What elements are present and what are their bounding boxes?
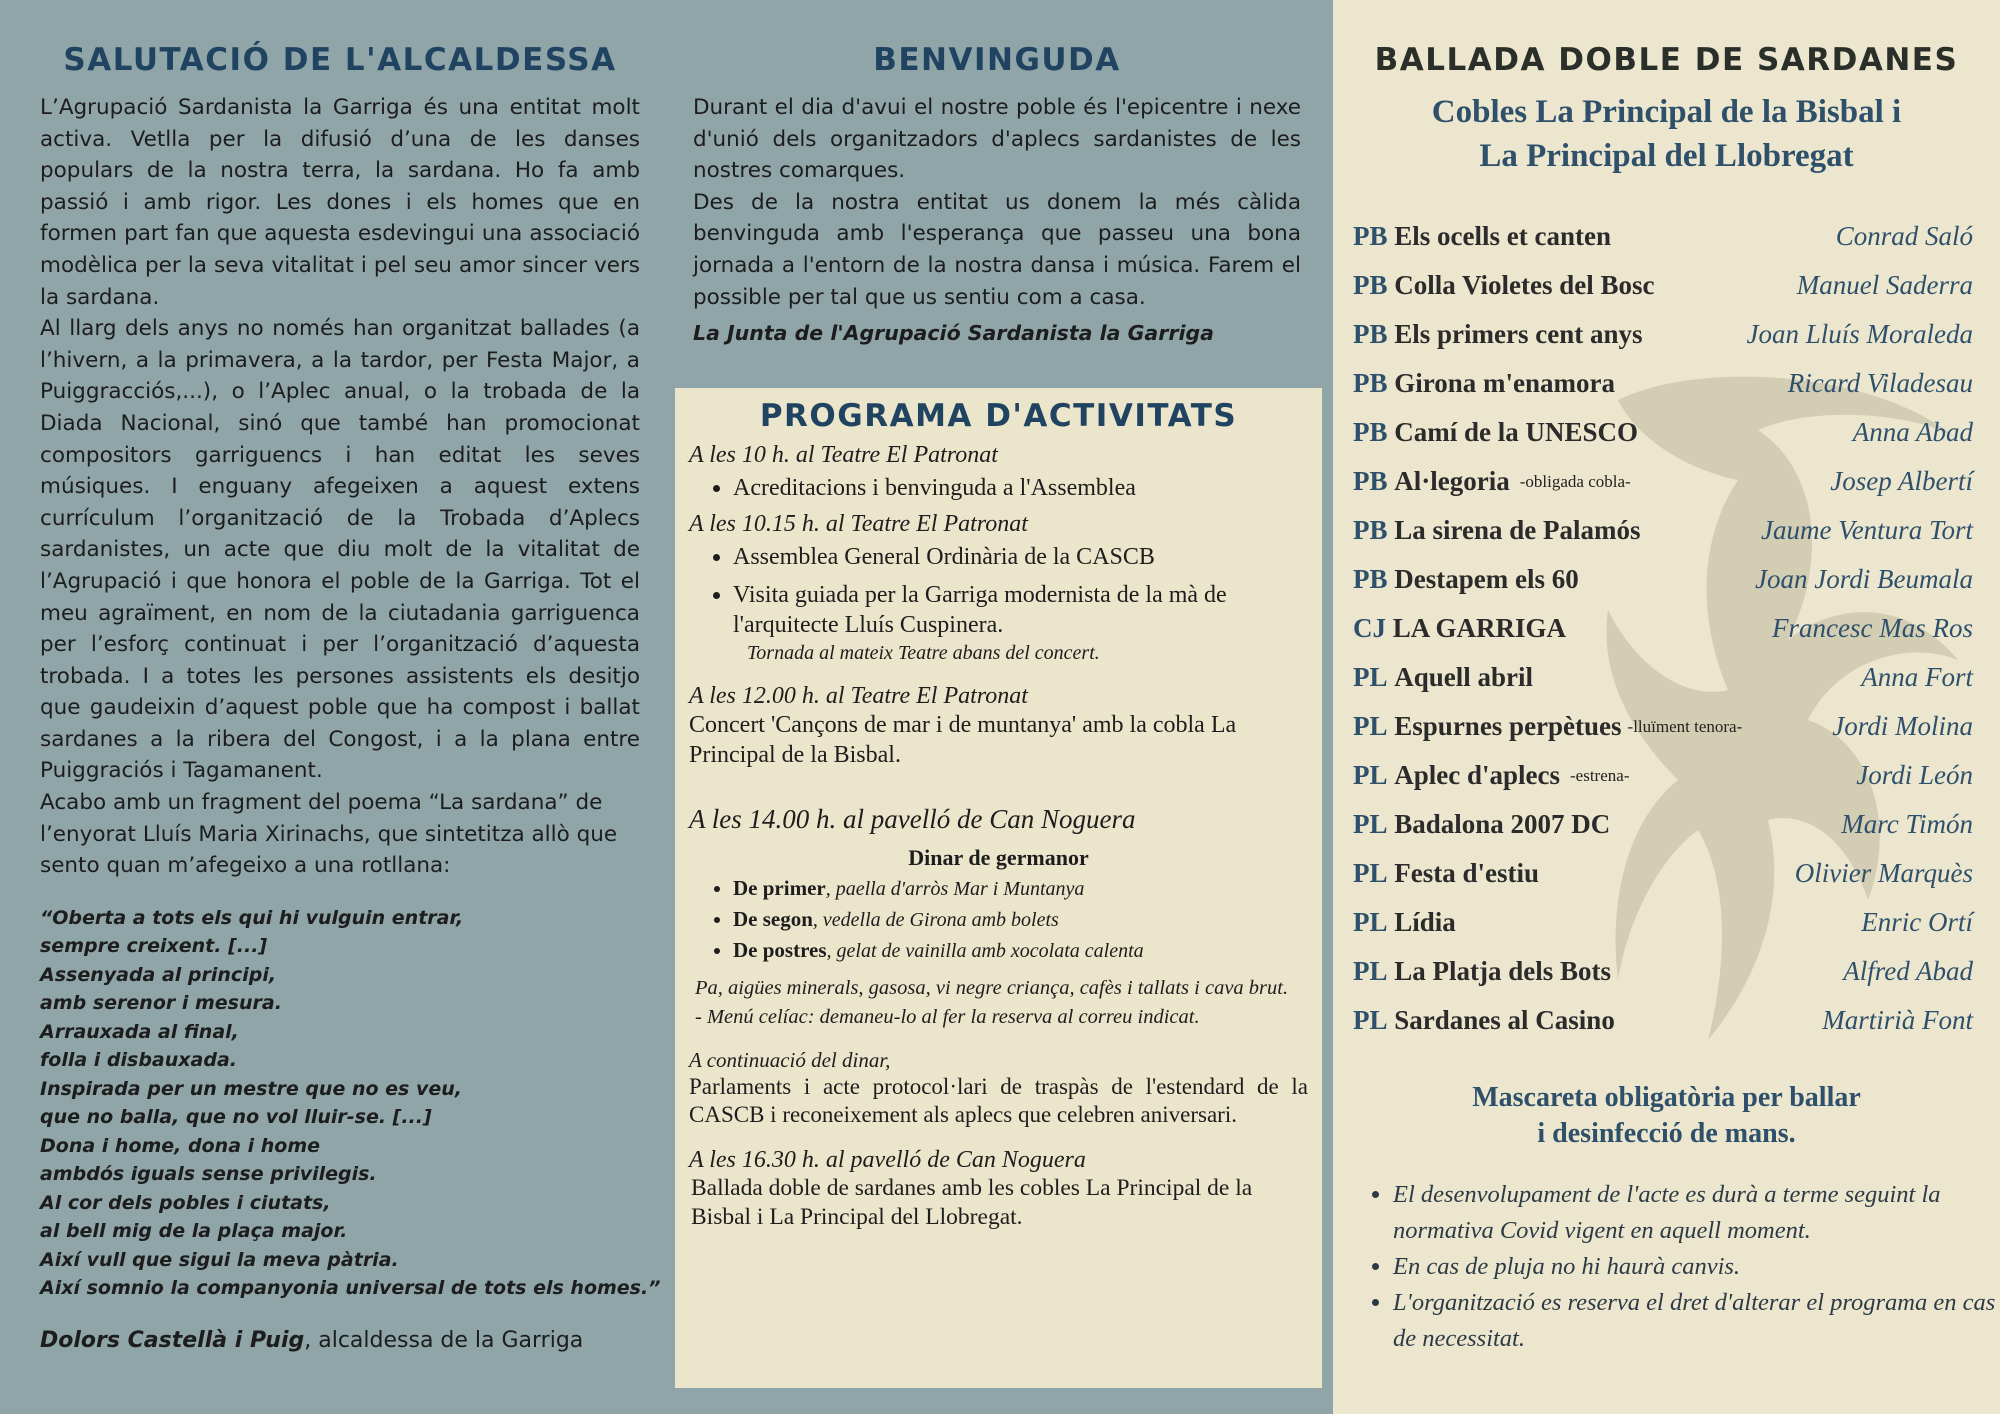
composer: Marc Timón [1841,809,1973,839]
cobla-abbr: PL [1353,956,1388,986]
menu-dish: , vedella de Girona amb bolets [812,909,1059,931]
cobla-abbr: PB [1353,417,1388,447]
benvinguda-section [693,42,1301,345]
poem-line: amb serenor i mesura. [40,992,282,1015]
repertoire-row [1353,809,1973,858]
cobla-abbr: PB [1353,221,1388,251]
repertoire-row [1353,368,1973,417]
poem-line: Assenyada al principi, [40,963,277,986]
composer: Conrad Saló [1835,221,1973,251]
cobla-abbr: PB [1353,515,1388,545]
menu-dish: , paella d'arròs Mar i Muntanya [825,878,1085,900]
activity-item: • Assemblea General Ordinària de la CASCB [733,542,1308,572]
salutacio-paragraph: Acabo amb un fragment del poema “La sardana” de l’enyorat Lluís Maria Xirinachs, que sintetitza allò que sento quan m’afegeixo a una rotllana: [40,790,618,879]
sardana-title: La sirena de Palamós [1394,515,1641,545]
poem-line: “Oberta a tots els qui hi vulguin entrar, [40,906,464,929]
sardana-title: Aplec d'aplecs [1394,760,1561,790]
cobla-abbr: PL [1353,907,1388,937]
activity-list [689,542,1308,640]
cobla-abbr: CJ [1353,613,1386,643]
poem-fragment [40,904,661,1303]
sardana-extra: -obligada cobla- [1519,472,1631,491]
sardana-title: LA GARRIGA [1392,613,1567,643]
mask-line: Mascareta obligatòria per ballar [1472,1082,1861,1113]
programa-title: PROGRAMA D'ACTIVITATS [759,398,1238,434]
sardana-title: Sardanes al Casino [1394,1005,1615,1035]
schedule-time: A les 16.30 h. al pavelló de Can Noguera [689,1147,1086,1173]
repertoire-row [1353,858,1973,907]
composer: Joan Jordi Beumala [1755,564,1973,594]
mayor-signature [40,1328,640,1353]
composer: Francesc Mas Ros [1772,613,1973,643]
schedule-time: A les 12.00 h. al Teatre El Patronat [689,683,1028,709]
composer: Ricard Viladesau [1787,368,1973,398]
cobla-abbr: PL [1353,711,1388,741]
repertoire-row [1353,270,1973,319]
menu-note: Pa, aigües minerals, gasosa, vi negre criança, cafès i tallats i cava brut. [695,977,1289,999]
parlaments-description: Parlaments i acte protocol·lari de traspàs de l'estendard de la CASCB i reconeixement als aplecs que celebren aniversari. [689,1074,1308,1127]
mask-notice [1333,1080,2000,1152]
repertoire-row [1353,564,1973,613]
repertoire-row [1353,956,1973,1005]
cobla-abbr: PL [1353,760,1388,790]
poem-line: ambdós iguals sense privilegis. [40,1163,377,1186]
sardana-title: Colla Violetes del Bosc [1394,270,1655,300]
schedule-time: A les 14.00 h. al pavelló de Can Noguera [689,804,1136,834]
menu-note: - Menú celíac: demaneu-lo al fer la reserva al correu indicat. [695,1006,1200,1028]
activity-note: Tornada al mateix Teatre abans del concert. [747,642,1100,664]
junta-signature: La Junta de l'Agrupació Sardanista la Garriga [693,321,1215,346]
poem-line: Dona i home, dona i home [40,1134,321,1157]
composer: Anna Fort [1861,662,1973,692]
poem-line: Inspirada per un mestre que no es veu, [40,1077,462,1100]
poem-line: Així somnio la companyonia universal de tots els homes.” [40,1277,661,1300]
activity-item: • Acreditacions i benvinguda a l'Assemblea [733,473,1308,503]
cobla-abbr: PL [1353,809,1388,839]
composer: Martirià Font [1822,1005,1973,1035]
note-item: • L'organització es reserva el dret d'alterar el programa en cas de necessitat. [1393,1285,1998,1357]
poem-line: que no balla, que no vol lluir-se. [...] [40,1106,432,1129]
benvinguda-paragraph: Durant el dia d'avui el nostre poble és l'epicentre i nexe d'unió dels organitzadors d'aplecs sardanistes de les nostres comarques. [693,95,1301,184]
composer: Anna Abad [1852,417,1973,447]
ballada-title: BALLADA DOBLE DE SARDANES [1374,42,1959,78]
cobla-abbr: PB [1353,368,1388,398]
composer: Alfred Abad [1843,956,1973,986]
cobla-abbr: PL [1353,858,1388,888]
sardana-title: Camí de la UNESCO [1394,417,1639,447]
repertoire-row [1353,1005,1973,1054]
composer: Josep Albertí [1830,466,1973,496]
sardana-title: Els ocells et canten [1394,221,1611,251]
cobles-line: Cobles La Principal de la Bisbal i [1431,94,1902,130]
composer: Jordi León [1856,760,1973,790]
salutacio-paragraph: L’Agrupació Sardanista la Garriga és una entitat molt activa. Vetlla per la difusió d’una de les danses populars de la nostra terra, la sardana. Ho fa amb passió i amb rigor. Les dones i els homes que en formen part fan que aquesta esdevingui una associació modèlica per la seva vitalitat i pel seu amor sincer vers la sardana. [40,95,640,310]
notes-list [1363,1177,1998,1357]
composer: Enric Ortí [1861,907,1973,937]
repertoire-row [1353,711,1973,760]
sardana-title: Aquell abril [1394,662,1534,692]
poem-line: al bell mig de la plaça major. [40,1220,348,1243]
repertoire-row [1353,515,1973,564]
poem-line: sempre creixent. [...] [40,935,268,958]
sardana-title: La Platja dels Bots [1394,956,1612,986]
salutacio-section [40,42,661,1353]
menu-list [689,873,1308,966]
sardana-title: Girona m'enamora [1394,368,1615,398]
composer: Jaume Ventura Tort [1760,515,1973,545]
poem-line: Arrauxada al final, [40,1020,239,1043]
menu-dish: , gelat de vainilla amb xocolata calenta [826,940,1144,962]
cobla-abbr: PB [1353,564,1388,594]
cobla-abbr: PL [1353,1005,1388,1035]
repertoire-row [1353,760,1973,809]
concert-description: Concert 'Cançons de mar i de muntanya' amb la cobla La Principal de la Bisbal. [689,712,1237,768]
schedule-time: A les 10.15 h. al Teatre El Patronat [689,511,1028,537]
composer: Jordi Molina [1832,711,1973,741]
menu-course: De primer [733,876,826,900]
sardana-title: Espurnes perpètues [1394,711,1622,741]
repertoire-row [1353,221,1973,270]
salutacio-title: SALUTACIÓ DE L'ALCALDESSA [63,42,617,78]
repertoire-list [1353,221,1973,1054]
poem-line: Al cor dels pobles i ciutats, [40,1191,331,1214]
activity-item: • Visita guiada per la Garriga modernista de la mà de l'arquitecte Lluís Cuspinera. [733,580,1308,640]
cobla-abbr: PB [1353,270,1388,300]
poem-line: Així vull que sigui la meva pàtria. [40,1248,399,1271]
sardana-title: Badalona 2007 DC [1394,809,1611,839]
sardana-title: Al·legoria [1394,466,1510,496]
cobla-abbr: PB [1353,466,1388,496]
menu-course: De segon [733,907,813,931]
signature-name: Dolors Castellà i Puig [40,1327,305,1353]
benvinguda-title: BENVINGUDA [873,42,1121,78]
menu-course: De postres [733,938,827,962]
schedule-time: A continuació del dinar, [689,1048,891,1072]
benvinguda-paragraph: Des de la nostra entitat us donem la més càlida benvinguda amb l'esperança que passeu una bona jornada a l'entorn de la nostra dansa i música. Farem el possible per tal que us sentiu com a casa. [693,189,1301,310]
salutacio-paragraph: Al llarg dels anys no només han organitzat ballades (a l’hivern, a la primavera, a la tardor, per Festa Major, a Puiggracciós,...), o l’Aplec anual, o la trobada de la Diada Nacional, sinó que també han promocionat compositors garriguencs i han editat les seves músiques. I enguany afegeixen a aquest extens currículum l’organització de la Trobada d’Aplecs sardanistes, un acte que diu molt de la vitalitat de l’Agrupació i que honora el poble de la Garriga. Tot el meu agraïment, en nom de la ciutadania garriguenca per l’esforç continuat i per l’organització d’aquesta trobada. I a totes les persones assistents els desitjo que gaudeixin d’aquest poble que ha compost i ballat sardanes a la ribera del Congost, i a la plana entre Puiggraciós i Tagamanent. [40,316,640,784]
sardana-extra: -lluïment tenora- [1627,717,1743,736]
sardana-extra: -estrena- [1570,766,1630,785]
repertoire-row [1353,613,1973,662]
composer: Joan Lluís Moraleda [1746,319,1973,349]
note-item: • El desenvolupament de l'acte es durà a terme seguint la normativa Covid vigent en aquell moment. [1393,1177,1998,1249]
sardana-title: Destapem els 60 [1394,564,1579,594]
mask-line: i desinfecció de mans. [1537,1118,1796,1149]
ballada-description: Ballada doble de sardanes amb les cobles La Principal de la Bisbal i La Principal del Llobregat. [691,1175,1253,1230]
repertoire-row [1353,907,1973,956]
ballada-section [1333,0,2000,1414]
dinar-title: Dinar de germanor [908,845,1089,870]
programa-panel [675,388,1322,1388]
cobles-line: La Principal del Llobregat [1479,138,1854,174]
sardana-title: Els primers cent anys [1394,319,1643,349]
cobla-abbr: PB [1353,319,1388,349]
note-item: • En cas de pluja no hi haurà canvis. [1393,1249,1998,1285]
cobles-heading [1333,90,2000,178]
repertoire-row [1353,319,1973,368]
schedule-time: A les 10 h. al Teatre El Patronat [689,442,998,468]
signature-role: , alcaldessa de la Garriga [304,1327,584,1353]
repertoire-row [1353,662,1973,711]
repertoire-row [1353,417,1973,466]
poem-line: folla i disbauxada. [40,1049,237,1072]
menu-item [733,904,1308,935]
menu-item [733,935,1308,966]
activity-list [689,473,1308,503]
menu-item [733,873,1308,904]
repertoire-row [1353,466,1973,515]
cobla-abbr: PL [1353,662,1388,692]
sardana-title: Festa d'estiu [1394,858,1540,888]
composer: Manuel Saderra [1796,270,1973,300]
sardana-title: Lídia [1394,907,1456,937]
composer: Olivier Marquès [1794,858,1973,888]
